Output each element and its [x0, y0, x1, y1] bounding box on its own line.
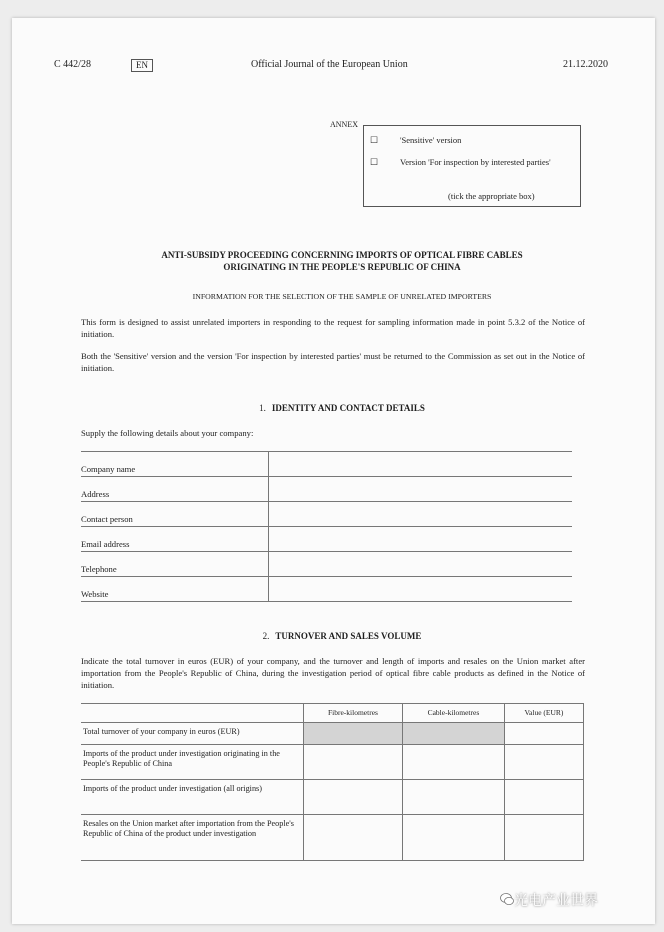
intro-paragraph-1: This form is designed to assist unrelated importers in responding to the request for sampling information made in point 5.3.2 of the Notice of initiation.	[81, 317, 585, 339]
table-row	[81, 745, 584, 780]
contact-person-field[interactable]	[269, 502, 573, 527]
table-row	[81, 552, 572, 577]
value-eur-cell[interactable]	[504, 815, 583, 861]
telephone-field[interactable]	[269, 552, 573, 577]
value-eur-cell[interactable]	[504, 723, 583, 745]
table-row	[81, 452, 572, 477]
table-header-row	[81, 704, 584, 723]
column-header: Value (EUR)	[504, 704, 583, 723]
section-1-heading	[92, 403, 592, 413]
journal-date: 21.12.2020	[563, 59, 608, 70]
annex-label: ANNEX	[330, 120, 358, 129]
fibre-km-cell[interactable]	[304, 745, 403, 780]
tick-box-note: (tick the appropriate box)	[448, 191, 535, 201]
field-label: Company name	[81, 452, 269, 477]
section-2-heading	[92, 631, 592, 641]
journal-title: Official Journal of the European Union	[251, 59, 408, 70]
version-selection-box	[363, 125, 581, 207]
email-address-field[interactable]	[269, 527, 573, 552]
column-header: Cable-kilometres	[402, 704, 504, 723]
field-label: Email address	[81, 527, 269, 552]
journal-reference: C 442/28	[54, 59, 91, 70]
intro-paragraph-2: Both the 'Sensitive' version and the version 'For inspection by interested parties' must be returned to the Commission as set out in the Notice of initiation.	[81, 351, 585, 373]
section-title: TURNOVER AND SALES VOLUME	[275, 631, 422, 641]
field-label: Website	[81, 577, 269, 602]
title-line-1: ANTI-SUBSIDY PROCEEDING CONCERNING IMPORTS OF OPTICAL FIBRE CABLES	[161, 250, 523, 260]
document-page	[12, 18, 655, 924]
document-title	[92, 249, 592, 273]
fibre-km-cell[interactable]	[304, 815, 403, 861]
field-label: Telephone	[81, 552, 269, 577]
checkbox-icon[interactable]: ☐	[370, 157, 379, 167]
table-row	[81, 577, 572, 602]
table-row	[81, 527, 572, 552]
section-1-instruction: Supply the following details about your company:	[81, 428, 254, 438]
document-subtitle: INFORMATION FOR THE SELECTION OF THE SAMPLE OF UNRELATED IMPORTERS	[192, 292, 492, 301]
section-number: 1.	[259, 403, 266, 413]
fibre-km-cell[interactable]	[304, 780, 403, 815]
value-eur-cell[interactable]	[504, 745, 583, 780]
field-label: Contact person	[81, 502, 269, 527]
watermark-text: 光电产业世界	[514, 893, 598, 909]
row-label: Total turnover of your company in euros (EUR)	[81, 723, 304, 745]
column-header: Fibre-kilometres	[304, 704, 403, 723]
checkbox-icon[interactable]: ☐	[370, 135, 379, 145]
disabled-cell	[304, 723, 403, 745]
address-field[interactable]	[269, 477, 573, 502]
language-badge: EN	[131, 59, 153, 72]
section-title: IDENTITY AND CONTACT DETAILS	[271, 403, 425, 413]
row-label: Imports of the product under investigation (all origins)	[81, 780, 304, 815]
cable-km-cell[interactable]	[402, 815, 504, 861]
cable-km-cell[interactable]	[402, 745, 504, 780]
section-number: 2.	[262, 631, 270, 641]
table-row	[81, 723, 584, 745]
cable-km-cell[interactable]	[402, 780, 504, 815]
row-label: Imports of the product under investigation originating in the People's Republic of China	[81, 745, 304, 780]
turnover-sales-table	[81, 703, 584, 861]
company-name-field[interactable]	[269, 452, 573, 477]
row-label: Resales on the Union market after importation from the People's Republic of China of the product under investigation	[81, 815, 304, 861]
contact-details-table	[81, 451, 572, 602]
website-field[interactable]	[269, 577, 573, 602]
empty-header-cell	[81, 704, 304, 723]
inspection-version-label: Version 'For inspection by interested parties'	[400, 157, 551, 167]
section-2-instruction: Indicate the total turnover in euros (EUR) of your company, and the turnover and length of imports and resales on the Union market after importation from the People's Republic of China, during the investigation period of optical fibre cable products as defined in the Notice of initiation.	[81, 656, 585, 690]
field-label: Address	[81, 477, 269, 502]
title-line-2: ORIGINATING IN THE PEOPLE'S REPUBLIC OF CHINA	[223, 262, 461, 272]
disabled-cell	[402, 723, 504, 745]
wechat-icon	[500, 892, 514, 906]
sensitive-version-label: 'Sensitive' version	[400, 135, 462, 145]
table-row	[81, 502, 572, 527]
table-row	[81, 780, 584, 815]
table-row	[81, 815, 584, 861]
value-eur-cell[interactable]	[504, 780, 583, 815]
table-row	[81, 477, 572, 502]
